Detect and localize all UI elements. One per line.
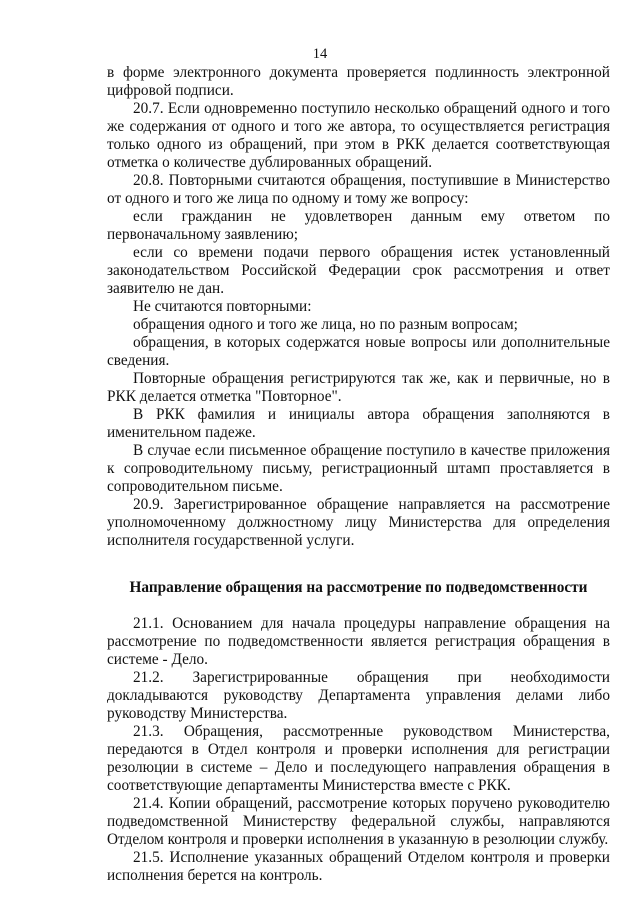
document-body [107, 64, 610, 885]
paragraph-20-9: 20.9. Зарегистрированное обращение направляется на рассмотрение уполномоченному должностному лицу Министерства для определения исполнителя государственной услуги. [107, 496, 610, 549]
page-number: 14 [312, 46, 328, 62]
heading-spacer [107, 597, 610, 615]
paragraph-21-1: 21.1. Основанием для начала процедуры направление обращения на рассмотрение по подведомственности является регистрация обращения в системе - Дело. [107, 615, 610, 668]
paragraph-attachment: В случае если письменное обращение поступило в качестве приложения к сопроводительному письму, регистрационный штамп проставляется в сопроводительном письме. [107, 442, 610, 495]
paragraph-20-7: 20.7. Если одновременно поступило несколько обращений одного и того же содержания от одного и того же автора, то осуществляется регистрация только одного из обращений, при этом в РКК делается соответствующая отметка о количестве дублированных обращений. [107, 100, 610, 171]
paragraph-repeat-registration: Повторные обращения регистрируются так же, как и первичные, но в РКК делается отметка "Повторное". [107, 370, 610, 405]
list-item-not-repeat-1: обращения одного и того же лица, но по разным вопросам; [133, 316, 518, 333]
list-item-repeat-1: если гражданин не удовлетворен данным ему ответом по первоначальному заявлению; [107, 208, 610, 243]
paragraph-21-5: 21.5. Исполнение указанных обращений Отделом контроля и проверки исполнения берется на контроль. [107, 849, 610, 884]
paragraph-21-4: 21.4. Копии обращений, рассмотрение которых поручено руководителю подведомственной Министерству федеральной службы, направляются Отделом контроля и проверки исполнения в указанную в резолюции службу. [107, 795, 610, 848]
paragraph-not-repeat: Не считаются повторными: [133, 298, 312, 315]
section-heading: Направление обращения на рассмотрение по подведомственности [129, 579, 588, 596]
paragraph-21-3: 21.3. Обращения, рассмотренные руководством Министерства, передаются в Отдел контроля и проверки исполнения для регистрации резолюции в системе – Дело и последующего направления обращения в соответствующие департаменты Министерства вместе с РКК. [107, 723, 610, 794]
paragraph-21-2: 21.2. Зарегистрированные обращения при необходимости докладываются руководству Департамента управления делами либо руководству Министерства. [107, 669, 610, 722]
list-item-repeat-2: если со времени подачи первого обращения истек установленный законодательством Российской Федерации срок рассмотрения и ответ заявителю не дан. [107, 244, 610, 297]
paragraph-rkk-name: В РКК фамилия и инициалы автора обращения заполняются в именительном падеже. [107, 406, 610, 441]
paragraph-continuation: в форме электронного документа проверяется подлинность электронной цифровой подписи. [107, 64, 610, 99]
list-item-not-repeat-2: обращения, в которых содержатся новые вопросы или дополнительные сведения. [107, 334, 610, 369]
section-spacer [107, 550, 610, 579]
paragraph-20-8: 20.8. Повторными считаются обращения, поступившие в Министерство от одного и того же лица по одному и тому же вопросу: [107, 172, 610, 207]
